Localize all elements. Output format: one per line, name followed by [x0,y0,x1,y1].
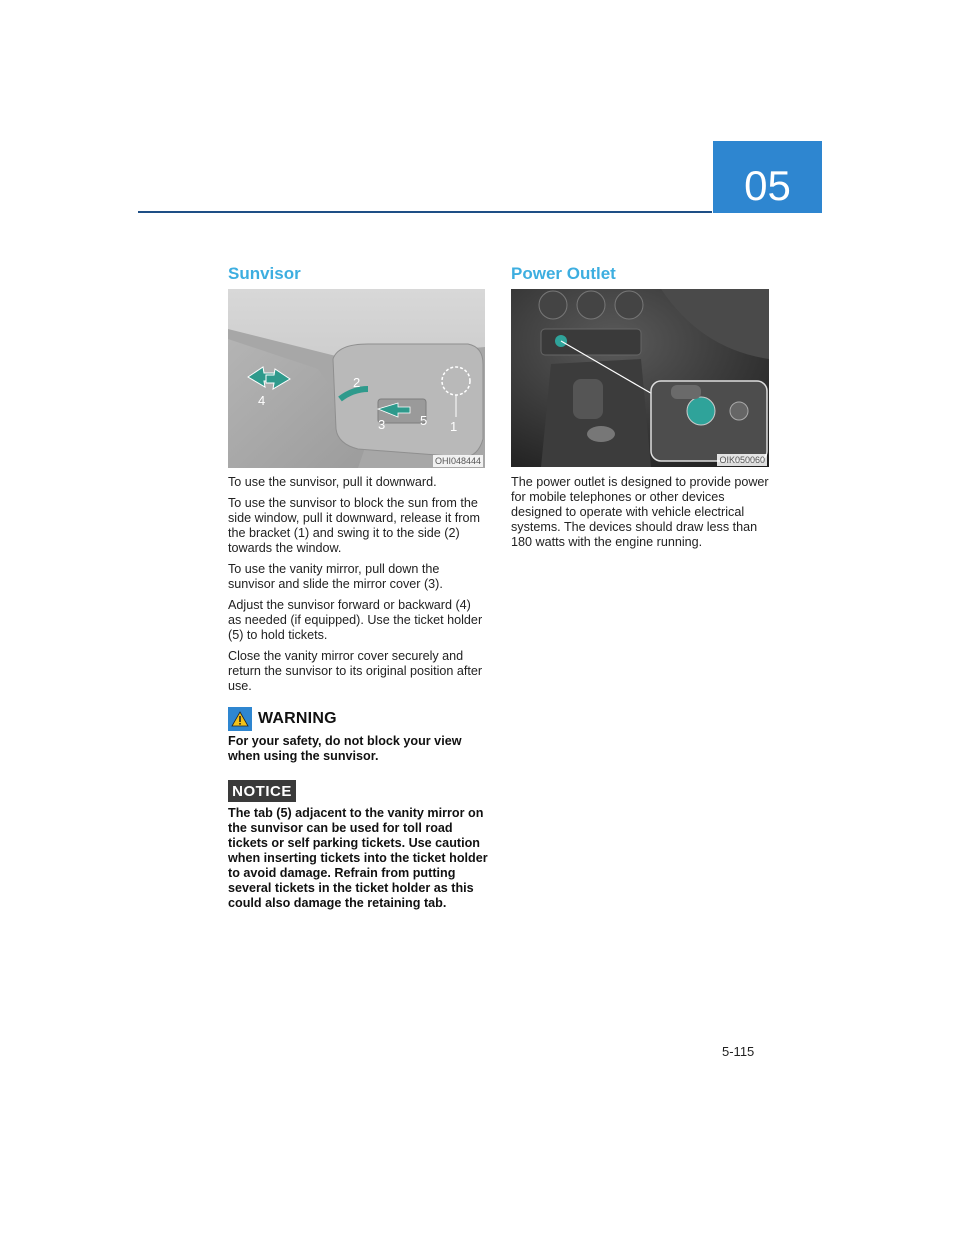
power-outlet-title: Power Outlet [511,264,616,283]
warning-label: WARNING [258,710,337,727]
power-outlet-figure [511,289,769,467]
notice-text: The tab (5) adjacent to the vanity mirror on the sunvisor can be used for toll road tickets or self parking tickets. Use caution when inserting tickets into the ticket holder to avoid damage. Refrain from putting several tickets in the ticket holder as this could also damage the retaining tab. [228,806,488,910]
sunvisor-paragraph: Close the vanity mirror cover securely and return the sunvisor to its original position after use. [228,649,483,693]
chapter-tab: 05 [713,141,822,213]
callout-3: 3 [378,417,386,432]
sunvisor-paragraph: To use the sunvisor to block the sun from the side window, pull it downward, release it from the bracket (1) and swing it to the side (2) towards the window. [228,496,480,555]
power-outlet-figure-code: OIK050060 [719,455,765,465]
sunvisor-paragraph: Adjust the sunvisor forward or backward (4) as needed (if equipped). Use the ticket holder (5) to hold tickets. [228,598,483,642]
sunvisor-paragraph: To use the sunvisor, pull it downward. [228,475,437,489]
sunvisor-body [228,475,486,700]
callout-1: 1 [450,419,458,434]
sunvisor-illustration [228,289,485,468]
callout-4: 4 [258,393,266,408]
callout-5: 5 [420,413,428,428]
warning-heading [228,707,337,731]
header-rule [138,211,712,213]
sunvisor-paragraph: To use the vanity mirror, pull down the sunvisor and slide the mirror cover (3). [228,562,443,591]
callout-2: 2 [353,375,361,390]
warning-text: For your safety, do not block your view when using the sunvisor. [228,734,462,763]
sunvisor-figure [228,289,485,468]
warning-icon [228,707,252,731]
sunvisor-figure-code: OHI048444 [434,456,481,466]
power-outlet-illustration [511,289,769,467]
power-outlet-paragraph: The power outlet is designed to provide power for mobile telephones or other devices designed to operate with vehicle electrical systems. The devices should draw less than 180 watts with the engine running. [511,475,769,549]
notice-badge: NOTICE [228,780,296,802]
power-outlet-body [511,475,773,556]
sunvisor-title: Sunvisor [228,264,301,283]
page-number: 5-115 [722,1044,755,1059]
